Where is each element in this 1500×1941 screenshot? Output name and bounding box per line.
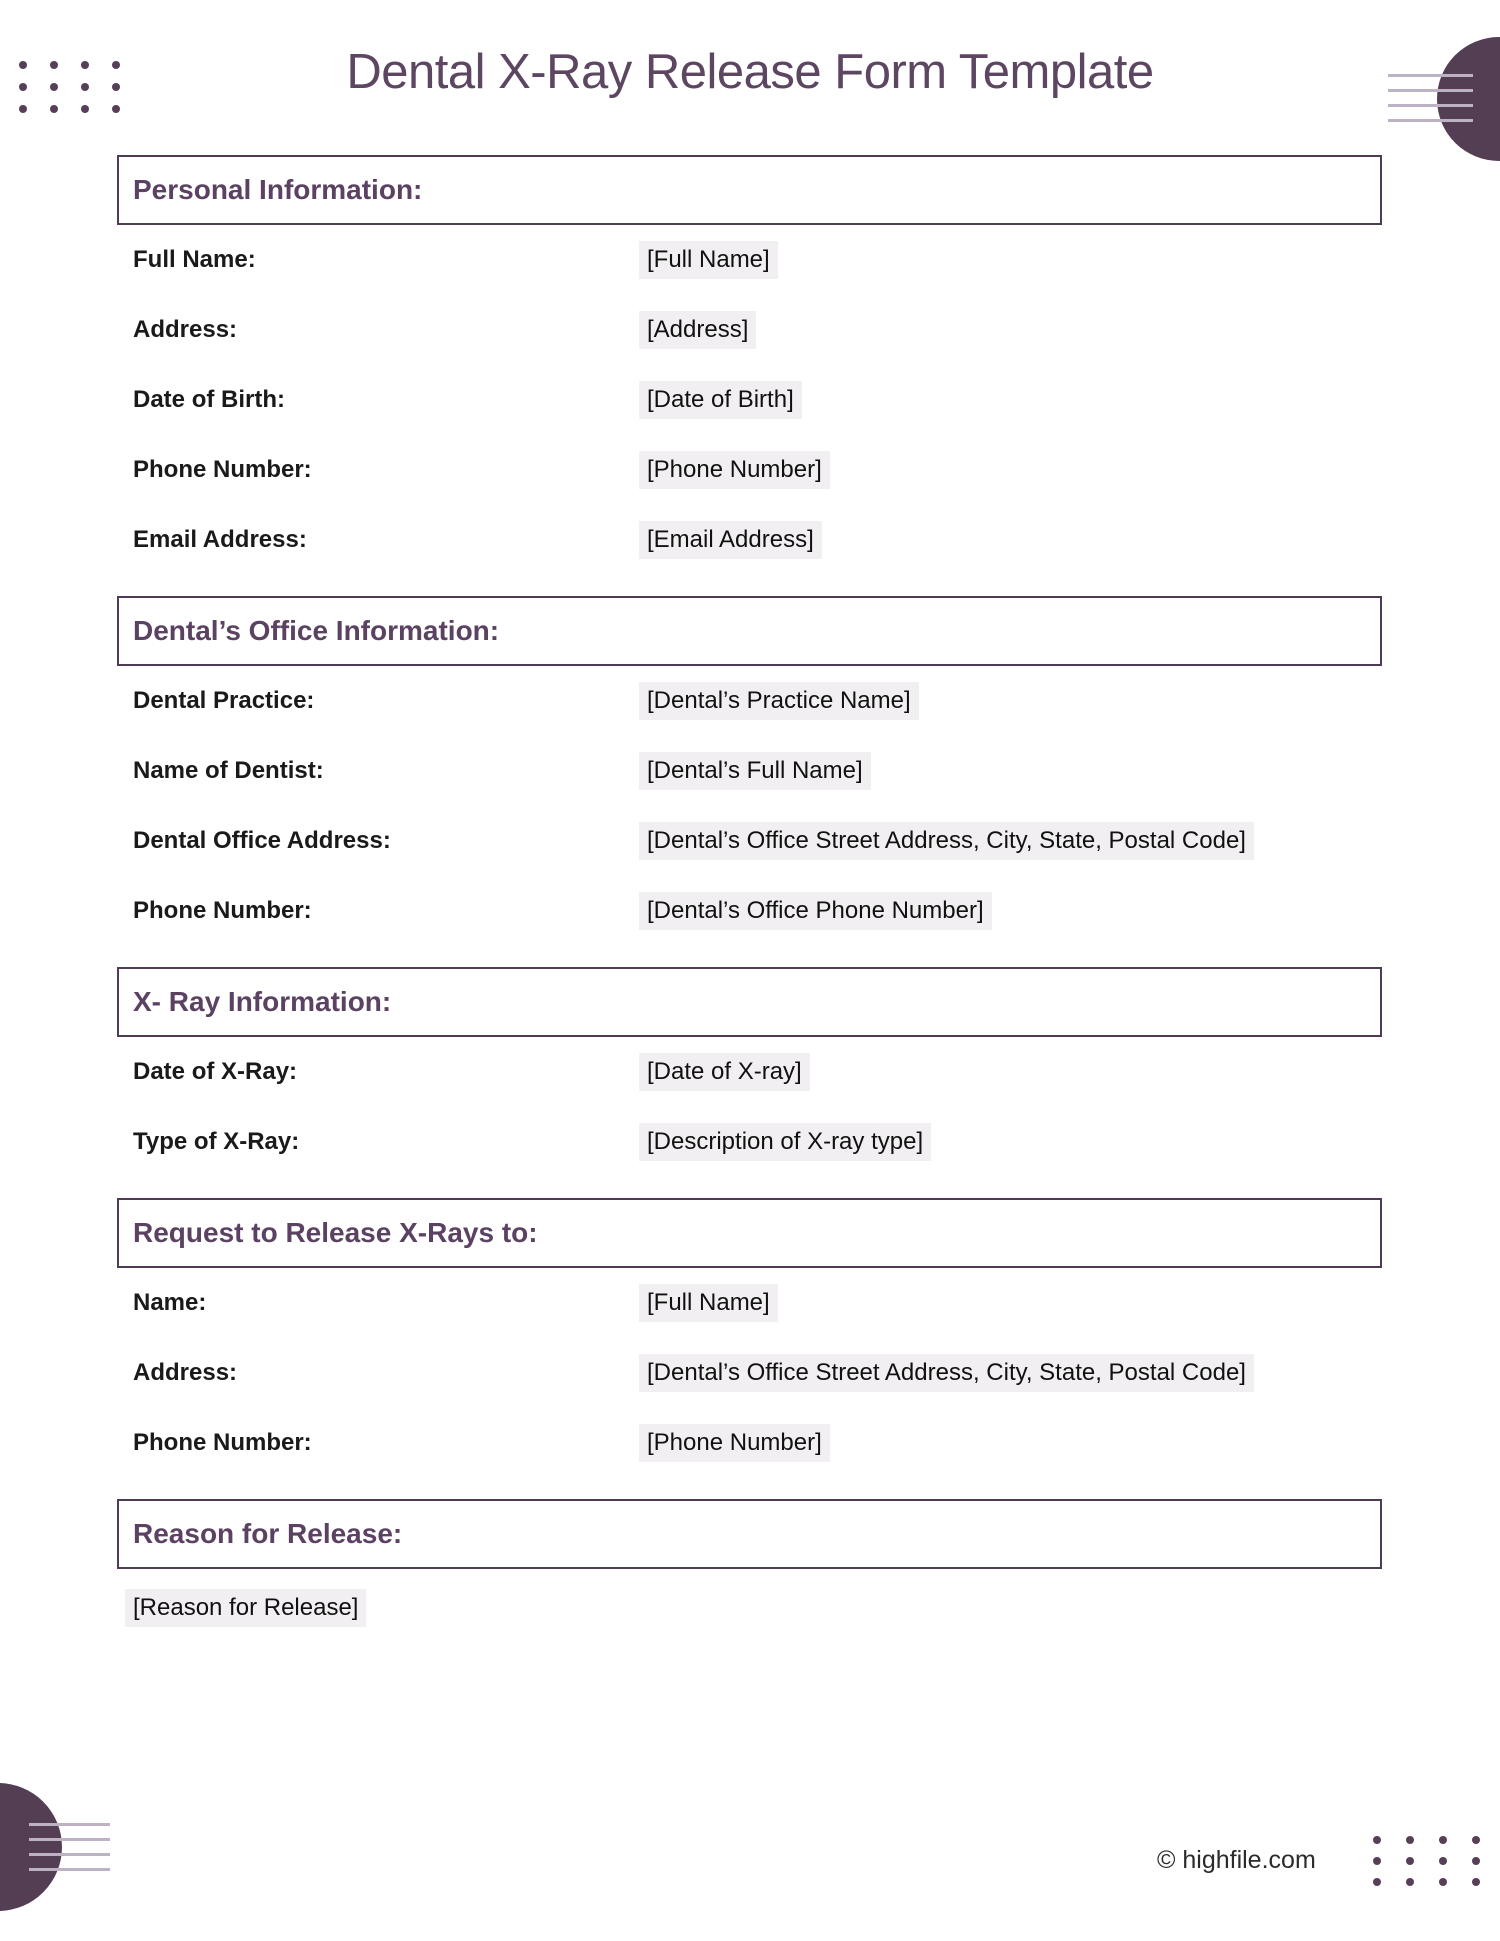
field-label: Name of Dentist:	[133, 757, 324, 784]
form-field-row	[133, 225, 1382, 295]
form-field-row	[133, 1107, 1382, 1177]
dot-icon	[1406, 1857, 1414, 1865]
corner-circle-bottom-left-icon	[0, 1783, 62, 1911]
deco-line-icon	[1388, 104, 1473, 107]
field-value-placeholder[interactable]: [Address]	[639, 311, 756, 349]
page-title: Dental X-Ray Release Form Template	[346, 45, 1154, 99]
form-field-row	[133, 505, 1382, 575]
field-label: Phone Number:	[133, 897, 312, 924]
field-label: Type of X-Ray:	[133, 1128, 300, 1155]
field-label: Date of Birth:	[133, 386, 285, 413]
section-header-label: X- Ray Information:	[133, 986, 392, 1017]
field-label: Dental Practice:	[133, 687, 315, 714]
deco-line-icon	[1388, 89, 1473, 92]
field-value-placeholder[interactable]: [Full Name]	[639, 1284, 778, 1322]
section-header-label: Reason for Release:	[133, 1518, 403, 1549]
section-header	[117, 155, 1382, 225]
dot-icon	[1439, 1878, 1447, 1886]
field-label: Address:	[133, 1359, 238, 1386]
form-field-row	[133, 365, 1382, 435]
form-section	[117, 596, 1382, 946]
section-header	[117, 1198, 1382, 1268]
dots-grid-bottom-right-icon	[1373, 1836, 1480, 1886]
dot-icon	[112, 105, 120, 113]
dot-icon	[1406, 1836, 1414, 1844]
section-header-label: Personal Information:	[133, 174, 423, 205]
field-label: Full Name:	[133, 246, 256, 273]
form-section	[117, 1499, 1382, 1627]
field-value-placeholder[interactable]: [Phone Number]	[639, 451, 830, 489]
field-value-placeholder[interactable]: [Dental’s Full Name]	[639, 752, 871, 790]
section-header	[117, 1499, 1382, 1569]
field-value-placeholder[interactable]: [Dental’s Office Street Address, City, State, Postal Code]	[639, 822, 1254, 860]
field-label: Email Address:	[133, 526, 307, 553]
field-value-placeholder[interactable]: [Date of X-ray]	[639, 1053, 810, 1091]
form-field-row	[133, 876, 1382, 946]
deco-line-icon	[29, 1868, 110, 1871]
dot-icon	[1439, 1836, 1447, 1844]
field-value-placeholder[interactable]: [Full Name]	[639, 241, 778, 279]
section-rows	[117, 1569, 1382, 1627]
form-section	[117, 1198, 1382, 1478]
field-label: Address:	[133, 316, 238, 343]
field-label: Phone Number:	[133, 1429, 312, 1456]
field-value-placeholder[interactable]: [Description of X-ray type]	[639, 1123, 931, 1161]
field-value-placeholder[interactable]: [Dental’s Practice Name]	[639, 682, 919, 720]
form-section	[117, 155, 1382, 575]
field-value-placeholder[interactable]: [Email Address]	[639, 521, 822, 559]
form-field-row	[133, 1338, 1382, 1408]
dot-icon	[1472, 1836, 1480, 1844]
form-field-row	[133, 806, 1382, 876]
dot-icon	[1472, 1857, 1480, 1865]
dot-icon	[1373, 1836, 1381, 1844]
dot-icon	[81, 105, 89, 113]
section-header-label: Request to Release X-Rays to:	[133, 1217, 538, 1248]
dot-icon	[19, 105, 27, 113]
field-label: Phone Number:	[133, 456, 312, 483]
form-field-row	[133, 1408, 1382, 1478]
field-value-placeholder[interactable]: [Phone Number]	[639, 1424, 830, 1462]
form-field-row	[133, 736, 1382, 806]
section-rows	[117, 1268, 1382, 1478]
form-field-row	[133, 435, 1382, 505]
field-value-placeholder[interactable]: [Reason for Release]	[125, 1589, 366, 1627]
field-value-placeholder[interactable]: [Date of Birth]	[639, 381, 802, 419]
deco-line-icon	[1388, 74, 1473, 77]
field-value-placeholder[interactable]: [Dental’s Office Street Address, City, State, Postal Code]	[639, 1354, 1254, 1392]
deco-line-icon	[29, 1838, 110, 1841]
form-field-row	[133, 666, 1382, 736]
form-section	[117, 967, 1382, 1177]
dot-icon	[1406, 1878, 1414, 1886]
dot-icon	[1373, 1878, 1381, 1886]
section-header-label: Dental’s Office Information:	[133, 615, 500, 646]
form-field-row	[133, 295, 1382, 365]
deco-line-icon	[1388, 119, 1473, 122]
deco-line-icon	[29, 1823, 110, 1826]
field-label: Dental Office Address:	[133, 827, 391, 854]
field-label: Name:	[133, 1289, 207, 1316]
dot-icon	[1439, 1857, 1447, 1865]
dot-icon	[1472, 1878, 1480, 1886]
section-header	[117, 967, 1382, 1037]
form-sections	[117, 155, 1382, 1648]
dot-icon	[1373, 1857, 1381, 1865]
section-rows	[117, 666, 1382, 946]
deco-line-icon	[29, 1853, 110, 1856]
footer-credit: © highfile.com	[1157, 1846, 1316, 1874]
form-field-row	[133, 1268, 1382, 1338]
section-rows	[117, 1037, 1382, 1177]
form-field-row	[133, 1037, 1382, 1107]
field-value-placeholder[interactable]: [Dental’s Office Phone Number]	[639, 892, 992, 930]
section-header	[117, 596, 1382, 666]
dot-icon	[50, 105, 58, 113]
field-label: Date of X-Ray:	[133, 1058, 298, 1085]
section-rows	[117, 225, 1382, 575]
